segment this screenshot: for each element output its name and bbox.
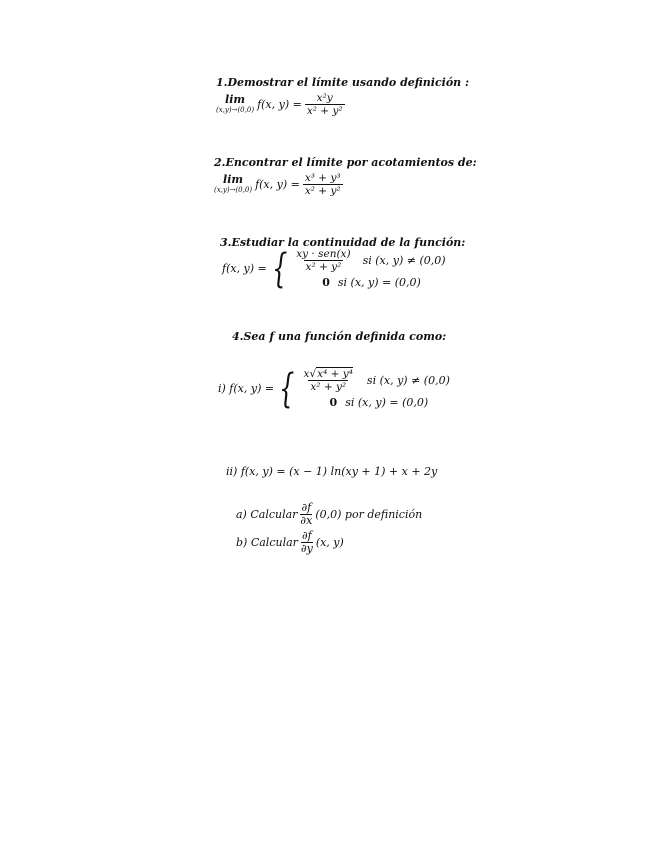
- problem-3-heading: 3.Estudiar la continuidad de la función:: [220, 236, 466, 249]
- problem-2-heading: 2.Encontrar el límite por acotamientos de:: [214, 156, 477, 169]
- problem-2-formula: [214, 172, 343, 197]
- numerator: x³ + y³: [304, 172, 341, 184]
- limit-operator: [214, 174, 252, 196]
- partial-numerator: ∂f: [301, 501, 312, 514]
- part-b-label: b) Calcular: [236, 536, 298, 549]
- piecewise-cases: [302, 368, 450, 409]
- problem-4-ii-formula: ii) f(x, y) = (x − 1) ln(xy + 1) + x + 2y: [226, 465, 438, 478]
- problem-4-heading: 4.Sea f una función definida como:: [232, 330, 447, 343]
- limit-subscript: (x,y)→(0,0): [216, 105, 255, 114]
- case-2: [330, 396, 450, 409]
- limit-word: lim: [223, 172, 244, 186]
- part-b: [236, 530, 344, 555]
- fraction: [294, 248, 352, 273]
- piecewise-cases: [294, 248, 445, 289]
- function-label: f(x, y) =: [255, 178, 300, 191]
- fraction: [302, 368, 355, 393]
- function-label: f(x, y) =: [257, 98, 302, 111]
- numerator: x²y: [316, 92, 333, 104]
- partial-denominator: ∂y: [300, 542, 313, 555]
- case-value: 0: [329, 396, 338, 409]
- limit-subscript: (x,y)→(0,0): [214, 185, 253, 194]
- part-a: [236, 502, 422, 527]
- part-b-rest: (x, y): [315, 536, 344, 549]
- fraction: [305, 92, 345, 117]
- problem-3-formula: [222, 245, 446, 292]
- part-a-label: a) Calcular: [236, 508, 298, 521]
- left-brace: {: [271, 245, 288, 292]
- denominator: x² + y²: [304, 185, 341, 197]
- case-2: [322, 276, 445, 289]
- limit-word: lim: [225, 92, 246, 106]
- numerator: [302, 368, 355, 380]
- partial-denominator: ∂x: [300, 514, 313, 527]
- numerator-x: x: [303, 368, 310, 380]
- part-a-rest: (0,0) por definición: [315, 508, 423, 521]
- radicand: x⁴ + y⁴: [317, 368, 353, 380]
- partial-derivative: [301, 530, 313, 555]
- denominator: x² + y²: [310, 381, 347, 393]
- case-condition: si (x, y) = (0,0): [337, 276, 421, 289]
- function-label: i) f(x, y) =: [218, 382, 275, 395]
- partial-numerator: ∂f: [301, 529, 312, 542]
- case-condition: si (x, y) ≠ (0,0): [362, 254, 446, 267]
- denominator: x² + y²: [306, 105, 343, 117]
- case-value: 0: [322, 276, 330, 289]
- limit-operator: [216, 94, 254, 116]
- case-condition: si (x, y) ≠ (0,0): [366, 374, 450, 387]
- problem-4-i-formula: [218, 365, 450, 412]
- radical-sign: √: [309, 368, 317, 380]
- fraction: [303, 172, 343, 197]
- left-brace: {: [279, 365, 295, 412]
- problem-1-heading: 1.Demostrar el límite usando definición :: [216, 76, 470, 89]
- function-label: f(x, y) =: [222, 262, 267, 275]
- case-condition: si (x, y) = (0,0): [345, 396, 429, 409]
- numerator: xy · sen(x): [296, 248, 351, 260]
- case-1: [302, 368, 450, 393]
- problem-1-formula: [216, 92, 345, 117]
- denominator: x² + y²: [305, 261, 342, 273]
- partial-derivative: [300, 502, 312, 527]
- case-1: [294, 248, 445, 273]
